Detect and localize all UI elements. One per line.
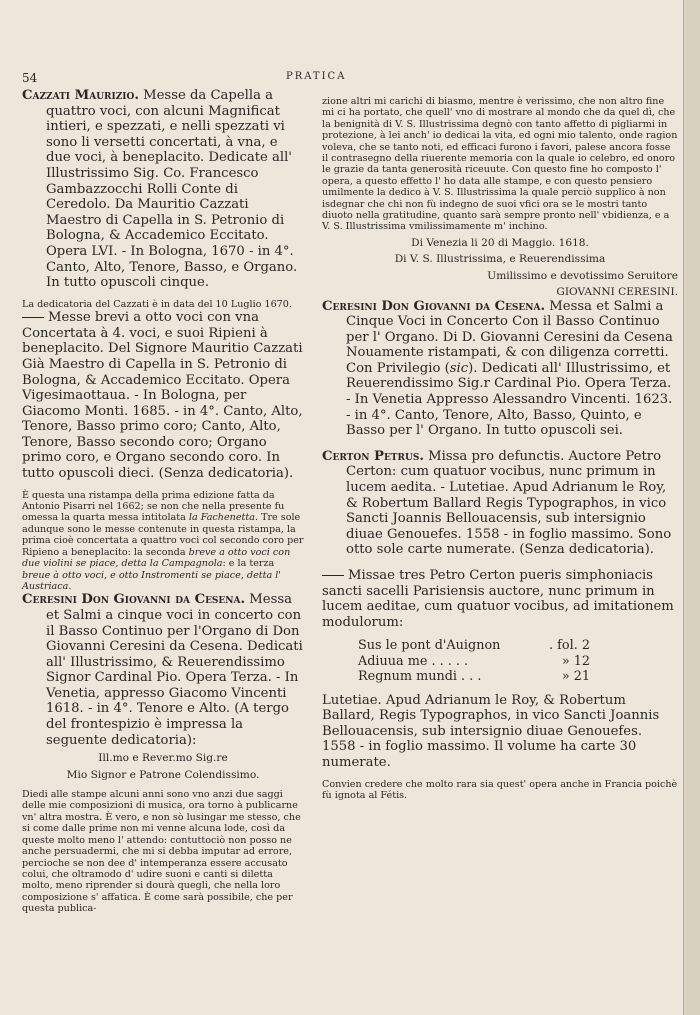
- dash-rule: [22, 317, 44, 318]
- entry-heading: Ceresini Don Giovanni da Cesena.: [22, 592, 246, 608]
- index-title: Adiuua me . . . . .: [358, 653, 469, 669]
- italic-text: breve a otto voci con due violini se piace, detta la Campagnola: [22, 546, 291, 570]
- catalog-entry-continuation: [22, 310, 304, 482]
- italic-text: la Fachenetta: [188, 512, 255, 524]
- entry-heading: Certon Petrus.: [322, 448, 424, 464]
- centered-line: Mio Signor e Patrone Colendissimo.: [66, 768, 260, 781]
- index-row: [358, 654, 590, 669]
- right-column: [322, 88, 678, 801]
- italic-text: sic: [449, 360, 469, 376]
- entry-text: zione altri mi carichi di biasmo, mentre è verissimo, che non altro fine mi ci ha portato, che quell' vno di mostrare al mondo che da quel dì, che la benignità di V. S. Illustrissima degnò con tanto affetto di pigliarmi in protezione, à lei anch' io dedicai la vita, ed ogni mio talento, onde ragion voleva, che se tanto noti, ed efficaci furono i favori, palese ancora fosse il contrasegno della riuerente memoria con la quale io celebro, ed onoro le grazie da tanta generosità riceuute. Con questo fine ho composto l' opera, a questo effetto l' ho data alle stampe, e con questo pensiero umilmente la dedico à V. S. Illustrissima la quale perciò supplico à non isdegnar che chi non fù indegno de suoi vfici ora se le mostri tanto diuoto nella gratitudine, quanto sarà sempre pronto nell' vbidienza, e a V. S. Illustrissima vmilissimamente m' inchino.: [322, 96, 678, 233]
- entry-text: Missa pro defunctis. Auctore Petro Certon: cum quatuor vocibus, nunc primum in lucem aedita. - Lutetiae. Apud Adrianum le Roy, & Robertum Ballard Regis Typographos, in vico Sancti Joannis Bellouacensis, sub intersignio diuae Genouefes. 1558 - in foglio massimo. Sono otto sole carte numerate. (Senza dedicatoria).: [346, 448, 672, 558]
- entry-text: Missae tres Petro Certon pueris simphoniacis sancti sacelli Parisiensis auctore, nunc primum in lucem aeditae, cum quatuor vocibus, ad imitationem modulorum:: [322, 568, 674, 630]
- footnote-text: [322, 779, 678, 802]
- catalog-entry: [22, 592, 304, 748]
- catalog-entry: [322, 449, 678, 558]
- index-folio: » 12: [561, 653, 590, 669]
- entry-text: Diedi alle stampe alcuni anni sono vno anzi due saggi delle mie composizioni di musica, ora torno à publicarne vn' altra mostra. È vero, e non sò lusingar me stesso, che si come dalle prime non mi venne alcuna lode, così da queste molto meno l' attendo: contuttociò non posso ne anche persuadermi, che mi si debba imputar ad errore, percioche se non dee d' intemperanza essere accusato colui, che oltramodo d' udire suoni e canti si diletta molto, meno riprender si dourà quegli, che nella loro composizione s' affatica. È come sarà possibile, che per questa publica-: [22, 789, 301, 915]
- running-title: PRATICA: [286, 71, 347, 82]
- index-row: [358, 638, 590, 653]
- imprint-text: Lutetiae. Apud Adrianum le Roy, & Robertum Ballard, Regis Typographos, in vico Sancti Joannis Bellouacensis, sub intersignio diuae Genouefes. 1558 - in foglio massimo. Il volume ha carte 30 numerate.: [322, 692, 660, 770]
- footnote-text: [22, 299, 304, 310]
- catalog-entry: [22, 88, 304, 291]
- entry-text: Messa et Salmi a Cinque Voci in Concerto Con il Basso Continuo per l' Organo. Di D. Giovanni Ceresini da Cesena Nouamente ristampati, & con diligenza corretti. Con Privilegio (: [346, 298, 673, 376]
- index-folio: . fol. 2: [549, 638, 590, 654]
- entry-text: Convien credere che molto rara sia quest' opera anche in Francia poichè fù ignota al Fétis.: [322, 778, 678, 801]
- page-edge: [683, 0, 700, 1015]
- entry-text: Messe brevi a otto voci con vna Concertata à 4. voci, e suoi Ripieni à beneplacito. Del Signore Mauritio Cazzati Già Maestro di Capella in S. Petronio di Bologna, & Accademico Eccitato. Opera Vigesimaottaua. - In Bologna, per Giacomo Monti. 1685. - in 4°. Canto, Alto, Tenore, Basso primo coro; Canto, Alto, Tenore, Basso secondo coro; Organo primo coro, e Organo secondo coro. In tutto opuscoli dieci. (Senza dedicatoria).: [22, 310, 303, 482]
- italic-text: breue à otto voci, e otto Instromenti se piace, detta l' Austriaca: [22, 569, 281, 592]
- footnote-text: [22, 789, 304, 914]
- entry-text: È questa una ristampa della prima edizione fatta da Antonio Pisarri nel 1662; se non che nella presente fu omessa la quarta messa intitolata: [22, 489, 285, 524]
- centered-line: Di Venezia li 20 di Maggio. 1618.: [411, 236, 589, 249]
- left-column: [22, 88, 304, 915]
- entry-heading: Cazzati Maurizio.: [22, 88, 139, 103]
- entry-text: .: [68, 580, 72, 592]
- page-number: 54: [22, 71, 38, 85]
- index-folio: » 21: [561, 669, 590, 685]
- centered-line: Di V. S. Illustrissima, e Reuerendissima: [394, 253, 606, 266]
- signature-line: GIOVANNI CERESINI.: [556, 286, 678, 299]
- index-list: [358, 638, 678, 684]
- catalog-entry-continuation: [322, 568, 678, 630]
- entry-text: Messa et Salmi a cinque voci in concerto con il Basso Continuo per l'Organo di Don Giovanni Ceresini da Cesena. Dedicati all' Illustrissimo, & Reuerendissimo Signor Cardinal Pio. Opera Terza. - In Venetia, appresso Giacomo Vincenti 1618. - in 4°. Tenore e Alto. (A tergo del frontespizio è impressa la seguente dedicatoria):: [46, 592, 303, 748]
- index-title: Sus le pont d'Auignon: [358, 638, 501, 654]
- entry-text: Messe da Capella a quattro voci, con alcuni Magnificat intieri, e spezzati, e nelli spezzati vi sono li versetti concertati, à vna, e due voci, à beneplacito. Dedicate all' Illustrissimo Sig. Co. Francesco Gambazzocchi Rolli Conte di Ceredolo. Da Mauritio Cazzati Maestro di Capella in S. Petronio di Bologna, & Accademico Eccitato. Opera LVI. - In Bologna, 1670 - in 4°. Canto, Alto, Tenore, Basso, e Organo. In tutto opuscoli cinque.: [46, 88, 298, 291]
- index-row: [358, 669, 590, 684]
- entry-text: : e la terza: [222, 558, 275, 570]
- entry-text: . Tre sole adunque sono le messe contenute in questa ristampa, la prima cioè concertata a quattro voci col secondo coro per Ripieno a beneplacito: la seconda: [22, 512, 304, 558]
- footnote-text: [22, 490, 304, 593]
- index-title: Regnum mundi . . .: [358, 669, 482, 685]
- entry-text: La dedicatoria del Cazzati è in data del 10 Luglio 1670.: [22, 298, 292, 310]
- entry-text: ). Dedicati all' Illustrissimo, et Reuerendissimo Sig.r Cardinal Pio. Opera Terza. - In Venetia Appresso Alessandro Vincenti. 1623. - in 4°. Canto, Tenore, Alto, Basso, Quinto, e Basso per l' Organo. In tutto opuscoli sei.: [346, 360, 673, 439]
- signature-line: Umilissimo e devotissimo Seruitore: [487, 269, 678, 282]
- centered-line: Ill.mo e Rever.mo Sig.re: [98, 752, 228, 765]
- entry-heading: Ceresini Don Giovanni da Cesena.: [322, 298, 546, 314]
- dash-rule: [322, 575, 344, 576]
- footnote-text: [322, 96, 678, 233]
- catalog-entry: [322, 299, 678, 439]
